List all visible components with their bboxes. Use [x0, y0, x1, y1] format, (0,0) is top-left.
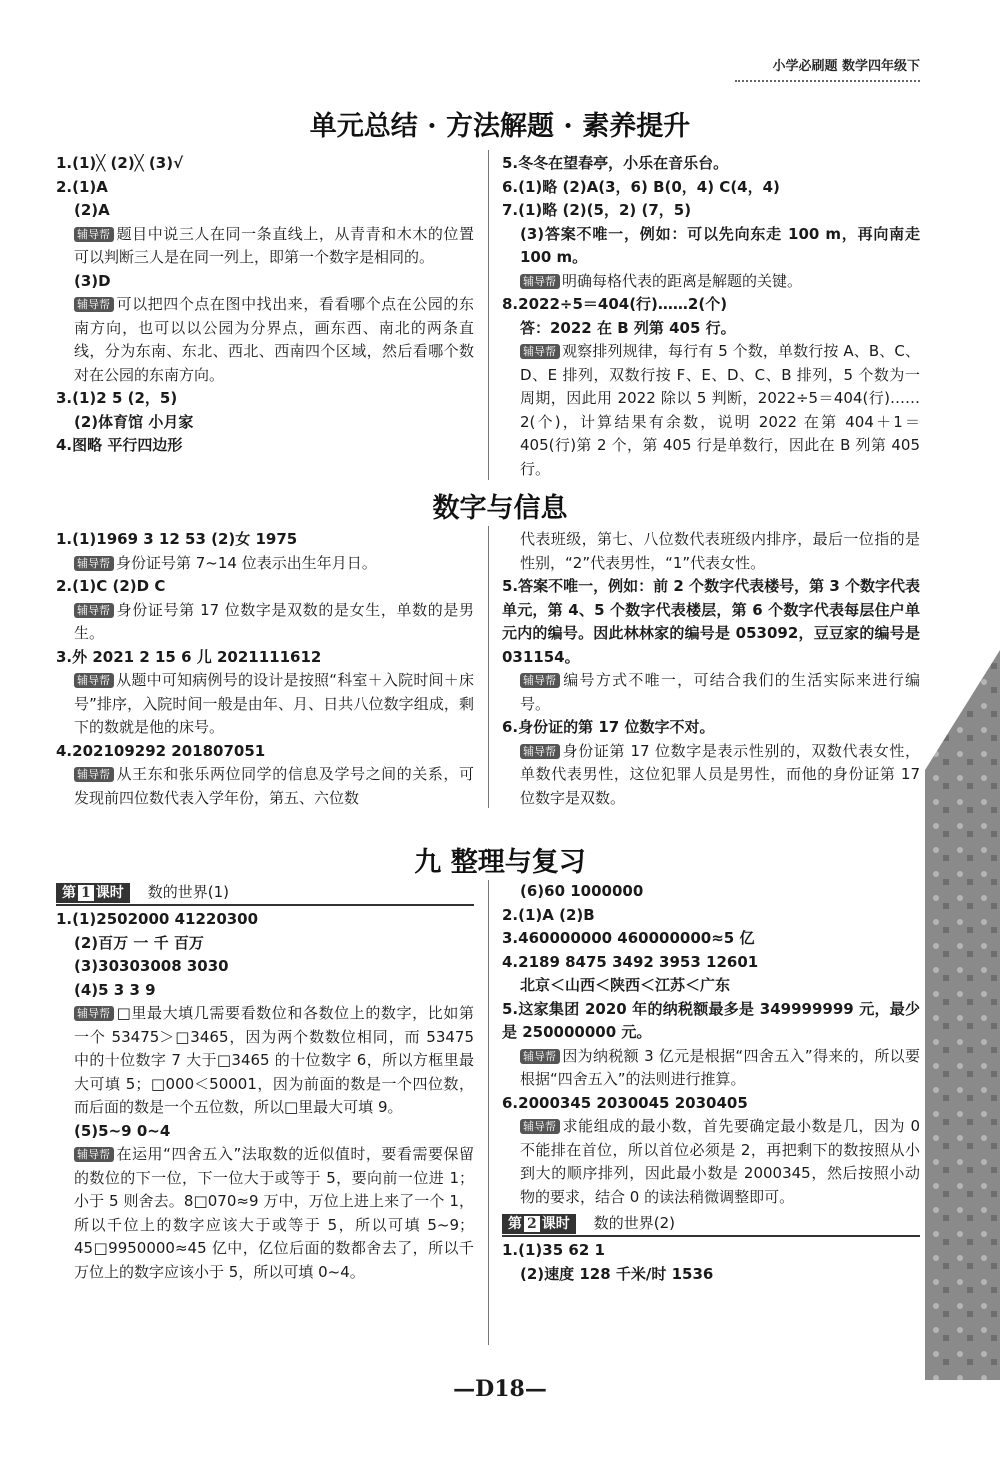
tip-text: 可以把四个点在图中找出来，看看哪个点在公园的东南方向，也可以以公园为分界点，画东西、南北的两条直线，分为东南、东北、西北、西南四个区域，然后看哪个数对在公园的东南方向。: [74, 295, 474, 384]
answer-line: 1.(1)2502000 41220300: [56, 910, 259, 928]
tip-paragraph: [56, 1002, 474, 1120]
answer-line: (2)速度 128 千米/时 1536: [520, 1264, 714, 1283]
tip-badge: 辅导帮: [74, 767, 114, 782]
tip-continuation: 代表班级，第七、八位数代表班级内排序，最后一位指的是性别，“2”代表男性，“1”代表女性。: [520, 530, 920, 572]
column-divider: [488, 150, 489, 480]
answer-line: 3.外 2021 2 15 6 儿 2021111612: [56, 647, 322, 666]
answer-line: 答：2022 在 B 列第 405 行。: [520, 318, 736, 337]
answer-line: 2.(1)C (2)D C: [56, 577, 166, 595]
column-divider: [488, 880, 489, 1345]
answer-line: 6.身份证的第 17 位数字不对。: [502, 718, 715, 736]
header-divider: [735, 80, 920, 82]
book-header-title: 小学必刷题 数学四年级下: [772, 59, 920, 74]
answer-line: (5)5~9 0~4: [74, 1121, 171, 1140]
tip-badge: 辅导帮: [520, 744, 560, 759]
answer-line: 6.(1)略 (2)A(3，6) B(0，4) C(4，4): [502, 177, 780, 196]
tip-badge: 辅导帮: [74, 556, 114, 571]
lesson-badge: 第 1 课时: [56, 883, 130, 903]
page-number: —D18—: [453, 1376, 547, 1402]
tip-text: 因为纳税额 3 亿元是根据“四舍五入”得来的，所以要根据“四舍五入”的法则进行推算。: [520, 1046, 920, 1088]
lesson-name: 数的世界(1): [147, 883, 229, 902]
tip-paragraph: [56, 669, 474, 740]
answer-line: (4)5 3 3 9: [74, 980, 156, 999]
s2-right-column: [502, 528, 920, 810]
lesson-header-2: [502, 1213, 920, 1237]
tip-badge: 辅导帮: [74, 673, 114, 688]
tip-paragraph: [502, 340, 920, 481]
s1-left-column: [56, 152, 474, 458]
answer-line: (2)百万 一 千 百万: [74, 933, 204, 952]
answer-line: 北京＜山西＜陕西＜江苏＜广东: [520, 976, 731, 994]
tip-text: □里最大填几需要看数位和各数位上的数字，比如第一个 53475＞□3465，因为两个数数位相同，而 53475 中的十位数字 7 大于□3465 的十位数字 6，所以方框里最大可填 5；□000＜50001，因为前面的数是一个四位数，而后面的数是一个五位数，所以□里最大可填 9。: [74, 1004, 474, 1116]
tip-text: 题目中说三人在同一条直线上，从青青和木木的位置可以判断三人是在同一列上，即第一个数字是相同的。: [74, 224, 474, 266]
answer-line: 4.202109292 201807051: [56, 741, 266, 760]
answer-line: (3)30303008 3030: [74, 957, 229, 975]
tip-text: 观察排列规律，每行有 5 个数，单数行按 A、B、C、D、E 排列，双数行按 F、E、D、C、B 排列，5 个数为一周期，因此用 2022 除以 5 判断，2022÷5＝404(行)……2(个)，计算结果有余数，说明 2022 在第 404＋1＝405(行)第 2 个，第 405 行是单数行，因此在 B 列第 405 行。: [520, 342, 920, 478]
tip-text: 在运用“四舍五入”法取数的近似值时，要看需要保留的数位的下一位，下一位大于或等于 5，要向前一位进 1；小于 5 则舍去。8□070≈9 万中，万位上进上来了一个 1，所以千位上的数字应该大于或等于 5，所以可填 5~9；45□9950000≈45 亿中，亿位后面的数都舍去了，所以千万位上的数字应该小于 5，所以可填 0~4。: [74, 1145, 474, 1281]
answer-line: (3)答案不唯一，例如：可以先向东走 100 m，再向南走 100 m。: [520, 224, 920, 266]
answer-line: 5.这家集团 2020 年的纳税额最多是 349999999 元，最少是 250000000 元。: [502, 999, 920, 1041]
tip-paragraph: [56, 223, 474, 270]
tip-badge: 辅导帮: [74, 297, 114, 312]
tip-badge: 辅导帮: [74, 1006, 114, 1021]
tip-badge: 辅导帮: [520, 1119, 560, 1134]
tip-paragraph: [502, 1045, 920, 1092]
tip-text: 身份证号第 17 位数字是双数的是女生，单数的是男生。: [74, 600, 474, 642]
answer-line: 1.(1)1969 3 12 53 (2)女 1975: [56, 530, 298, 548]
tip-paragraph: [502, 669, 920, 716]
answer-line: 7.(1)略 (2)(5，2) (7，5): [502, 201, 692, 219]
tip-text: 求能组成的最小数，首先要确定最小数是几，因为 0 不能排在首位，所以首位必须是 2，再把剩下的数按照从小到大的顺序排列，因此最小数是 2000345，然后按照小动物的要求，结合 0 的读法稍微调整即可。: [520, 1117, 920, 1206]
tip-text: 身份证第 17 位数字是表示性别的，双数代表女性，单数代表男性，这位犯罪人员是男性，而他的身份证第 17 位数字是双数。: [520, 741, 920, 807]
answer-line: 8.2022÷5＝404(行)……2(个): [502, 295, 728, 313]
answer-line: 1.(1)╳ (2)╳ (3)√: [56, 154, 184, 172]
tip-badge: 辅导帮: [520, 274, 560, 289]
tip-paragraph: [502, 1115, 920, 1209]
s3-right-column: [502, 880, 920, 1286]
section-title-digits-info: 数字与信息: [432, 493, 568, 524]
tip-badge: 辅导帮: [520, 344, 560, 359]
tip-paragraph: [56, 763, 474, 810]
answer-line: (2)A: [74, 201, 110, 219]
answer-line: 2.(1)A (2)B: [502, 905, 595, 924]
tip-badge: 辅导帮: [74, 1147, 114, 1162]
tip-paragraph: [56, 293, 474, 387]
tip-badge: 辅导帮: [520, 673, 560, 688]
answer-line: 3.(1)2 5 (2，5): [56, 389, 178, 407]
tip-text: 编号方式不唯一，可结合我们的生活实际来进行编号。: [520, 671, 920, 713]
answer-line: 1.(1)35 62 1: [502, 1241, 605, 1259]
lesson-header-1: [56, 882, 474, 906]
s2-left-column: [56, 528, 474, 810]
tip-text: 从题中可知病例号的设计是按照“科室＋入院时间＋床号”排序，入院时间一般是由年、月、日共八位数字组成，剩下的数就是他的床号。: [74, 671, 474, 736]
answer-line: 5.冬冬在望春亭，小乐在音乐台。: [502, 154, 729, 172]
answer-line: (2)体育馆 小月家: [74, 412, 194, 431]
answer-line: (3)D: [74, 271, 111, 290]
answer-line: 4.2189 8475 3492 3953 12601: [502, 952, 759, 971]
answer-line: 6.2000345 2030045 2030405: [502, 1093, 748, 1112]
tip-text: 从王东和张乐两位同学的信息及学号之间的关系，可发现前四位数代表入学年份，第五、六位数: [74, 765, 474, 807]
lesson-badge: 第 2 课时: [502, 1214, 576, 1234]
tip-paragraph: [502, 740, 920, 811]
tip-badge: 辅导帮: [520, 1049, 560, 1064]
answer-line: 5.答案不唯一，例如：前 2 个数字代表楼号，第 3 个数字代表单元，第 4、5 个数字代表楼层，第 6 个数字代表每层住户单元内的编号。因此林林家的编号是 053092，豆豆家的编号是 031154。: [502, 577, 920, 666]
column-divider: [488, 526, 489, 808]
s3-left-column: [56, 882, 474, 1284]
section-title-summary: 单元总结 · 方法解题 · 素养提升: [309, 111, 691, 142]
tip-badge: 辅导帮: [74, 227, 114, 242]
tip-paragraph: [56, 552, 474, 576]
section-title-review: 九 整理与复习: [414, 847, 586, 878]
tip-text: 身份证号第 7~14 位表示出生年月日。: [116, 553, 377, 572]
tip-paragraph: [502, 270, 920, 294]
tip-text: 明确每格代表的距离是解题的关键。: [562, 271, 803, 290]
answer-line: (6)60 1000000: [520, 882, 644, 900]
answer-line: 3.460000000 460000000≈5 亿: [502, 929, 755, 947]
tip-badge: 辅导帮: [74, 603, 114, 618]
tip-paragraph: [56, 1143, 474, 1284]
s1-right-column: [502, 152, 920, 481]
lesson-name: 数的世界(2): [593, 1214, 675, 1233]
answer-line: 4.图略 平行四边形: [56, 436, 183, 454]
side-decoration: [905, 650, 1000, 1380]
answer-line: 2.(1)A: [56, 177, 108, 196]
tip-paragraph: [56, 599, 474, 646]
